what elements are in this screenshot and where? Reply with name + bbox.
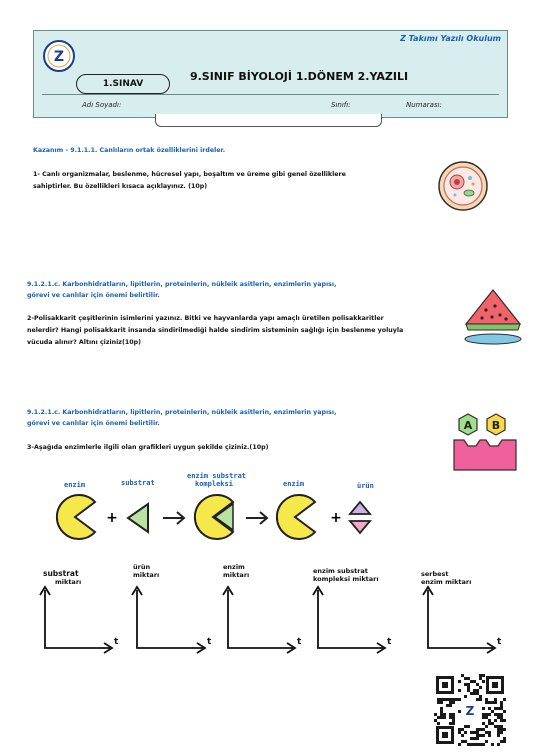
header-divider [42, 94, 499, 95]
exam-title: 9.SINIF BİYOLOJİ 1.DÖNEM 2.YAZILI [189, 70, 409, 83]
graph-5-axes [428, 590, 493, 648]
graph-2-ylabel: ürün miktarı [133, 563, 160, 579]
graph-5-xlabel: t [497, 637, 502, 647]
substrate-shape [128, 504, 148, 532]
qr-code[interactable] [434, 674, 506, 746]
class-label: Sınıfı: [331, 101, 351, 109]
exam-header [33, 30, 508, 118]
icon-letter-b: B [491, 419, 501, 432]
graph-4-ylabel: enzim substrat kompleksi miktarı [313, 567, 379, 583]
graph-3-ylabel: enzim miktarı [223, 563, 250, 579]
graph-axes [0, 580, 537, 660]
label-enzyme-1: enzim [64, 481, 86, 489]
arrow-2-icon [246, 512, 267, 524]
watermelon-icon [462, 286, 524, 346]
student-info-field[interactable] [155, 114, 382, 127]
graph-4-axes [318, 590, 383, 648]
outcome-2: 9.1.2.1.c. Karbonhidratların, lipitlerin, proteinlerin, nükleik asitlerin, enzimlerin yapısı, görevi ve canlılar için önemi belirtilir. [27, 281, 337, 299]
qr-logo-letter: Z [465, 704, 475, 718]
plus-sign-1: + [106, 510, 118, 526]
question-3-text: 3-Aşağıda enzimlerle ilgili olan grafikleri uygun şekilde çiziniz.(10p) [27, 444, 269, 451]
graph-2-axes [137, 590, 203, 648]
z-logo-icon [42, 39, 76, 73]
school-name: Z Takımı Yazılı Okulum [400, 34, 501, 43]
number-label: Numarası: [406, 101, 442, 109]
plus-sign-2: + [330, 510, 342, 526]
outcome-3: 9.1.2.1.c. Karbonhidratların, lipitlerin, proteinlerin, nükleik asitlerin, enzimlerin yapısı, görevi ve canlılar için önemi belirtilir. [27, 409, 337, 427]
name-label: Adı Soyadı: [82, 101, 122, 109]
outcome-1: Kazanım - 9.1.1.1. Canlıların ortak özelliklerini irdeler. [33, 147, 226, 154]
label-complex: enzim substrat kompleksi [187, 472, 247, 488]
arrow-1-icon [163, 512, 184, 524]
graph-1-ylabel: substrat miktarı [43, 569, 82, 586]
graph-4-xlabel: t [387, 637, 392, 647]
enzyme-shape-1 [57, 495, 95, 539]
graph-1-xlabel: t [114, 637, 119, 647]
product-top-shape [350, 502, 370, 514]
graph-1-axes [45, 590, 110, 648]
label-product: ürün [357, 482, 374, 490]
enzyme-shape-2 [277, 495, 315, 539]
cell-icon [437, 160, 489, 212]
graph-3-xlabel: t [297, 637, 302, 647]
enzyme-ab-icon [450, 410, 520, 474]
graph-2-xlabel: t [207, 637, 212, 647]
question-2-text: 2-Polisakkarit çeşitlerinin isimlerini yazınız. Bitki ve hayvanlarda yapı amaçlı üretilen polisakkaritler nelerdir? Hangi polisakkarit insanda sindirilmediği halde sindirim sisteminin sağlığı için beslenme yoluyla vücuda alınır? Altını çiziniz(10p) [27, 315, 404, 346]
icon-letter-a: A [463, 419, 473, 432]
enzyme-reaction-diagram [50, 492, 395, 542]
label-enzyme-2: enzim [283, 480, 305, 488]
product-bottom-shape [350, 521, 370, 533]
label-substrate: substrat [121, 479, 155, 487]
exam-number-badge: 1.SINAV [76, 74, 170, 94]
graph-5-ylabel: serbest enzim miktarı [421, 570, 472, 586]
graph-3-axes [228, 590, 293, 648]
question-1-text: 1- Canlı organizmalar, beslenme, hücresel yapı, boşaltım ve üreme gibi genel özelliklere sahiptirler. Bu özellikleri kısaca açıklayınız. (10p) [33, 171, 346, 190]
logo-letter: Z [53, 49, 65, 65]
